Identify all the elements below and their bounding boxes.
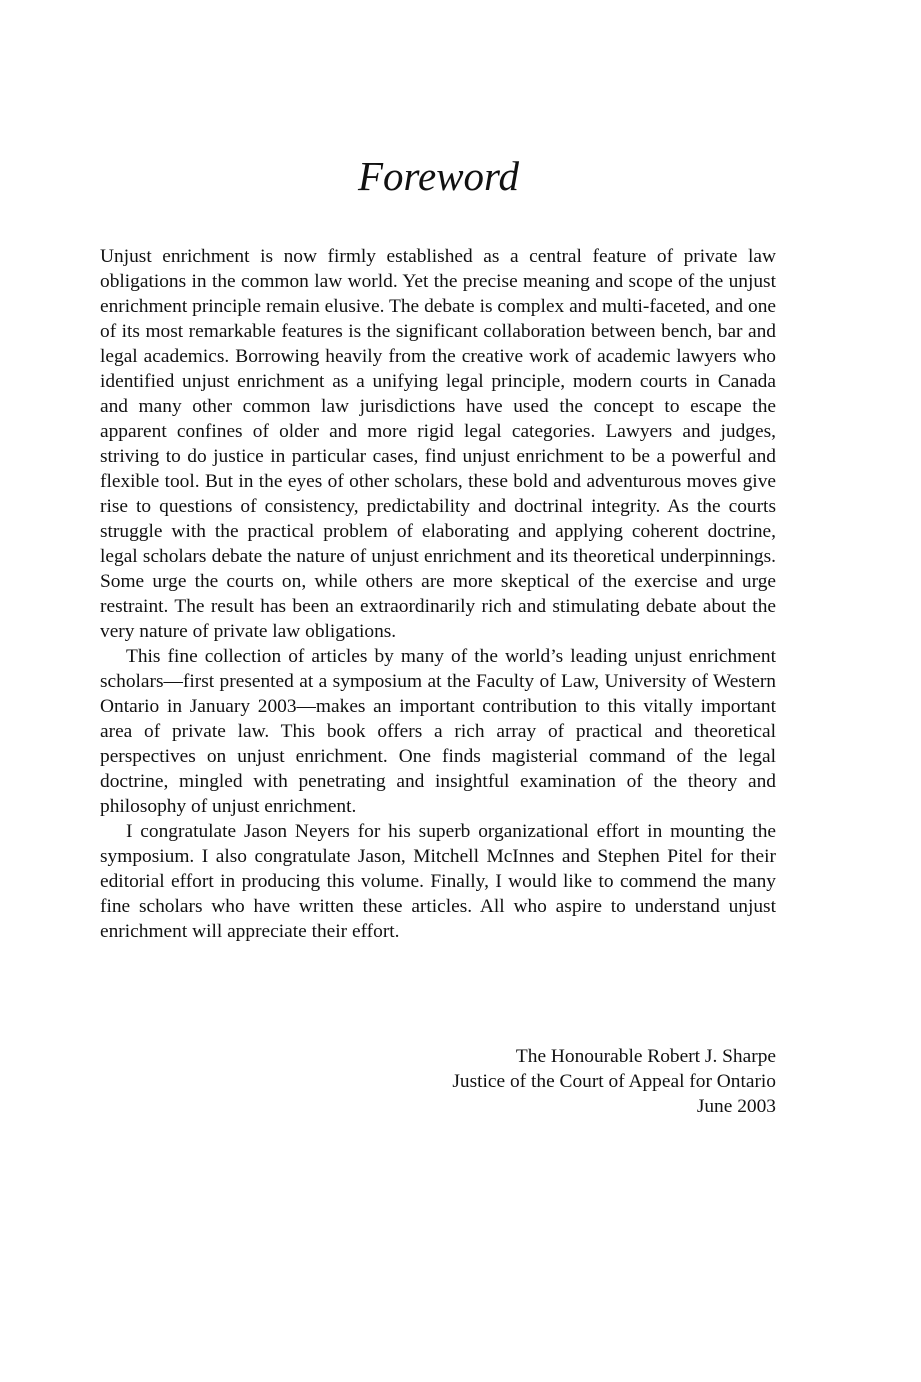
signature-block xyxy=(100,1044,776,1119)
page-title: Foreword xyxy=(358,153,519,199)
signature-date: June 2003 xyxy=(696,1096,776,1117)
paragraph-2: This fine collection of articles by many of the world’s leading unjust enrichment scholars—first presented at a symposium at the Faculty of Law, University of Western Ontario in January 2003—makes an important contribution to this vitally important area of private law. This book offers a rich array of practical and theoretical perspectives on unjust enrichment. One finds magisterial command of the legal doctrine, mingled with penetrating and insightful examination of the theory and philosophy of unjust enrichment. xyxy=(100,646,776,817)
paragraph-3: I congratulate Jason Neyers for his superb organizational effort in mounting the symposium. I also congratulate Jason, Mitchell McInnes and Stephen Pitel for their editorial effort in producing this volume. Finally, I would like to commend the many fine scholars who have written these articles. All who aspire to understand unjust enrichment will appreciate their effort. xyxy=(100,821,776,942)
signature-name: The Honourable Robert J. Sharpe xyxy=(515,1046,776,1067)
foreword-body xyxy=(100,244,776,944)
signature-position: Justice of the Court of Appeal for Ontario xyxy=(452,1071,776,1092)
paragraph-1: Unjust enrichment is now firmly established as a central feature of private law obligations in the common law world. Yet the precise meaning and scope of the unjust enrichment principle remain elusive. The debate is complex and multi-faceted, and one of its most remarkable features is the significant collaboration between bench, bar and legal academics. Borrowing heavily from the creative work of academic lawyers who identified unjust enrichment as a unifying legal principle, modern courts in Canada and many other common law jurisdictions have used the concept to escape the apparent confines of older and more rigid legal categories. Lawyers and judges, striving to do justice in particular cases, find unjust enrichment to be a powerful and flexible tool. But in the eyes of other scholars, these bold and adventurous moves give rise to questions of consistency, predictability and doctrinal integrity. As the courts struggle with the practical problem of elaborating and applying coherent doctrine, legal scholars debate the nature of unjust enrichment and its theoretical underpinnings. Some urge the courts on, while others are more skeptical of the exercise and urge restraint. The result has been an extraordinarily rich and stimulating debate about the very nature of private law obligations. xyxy=(100,246,776,642)
